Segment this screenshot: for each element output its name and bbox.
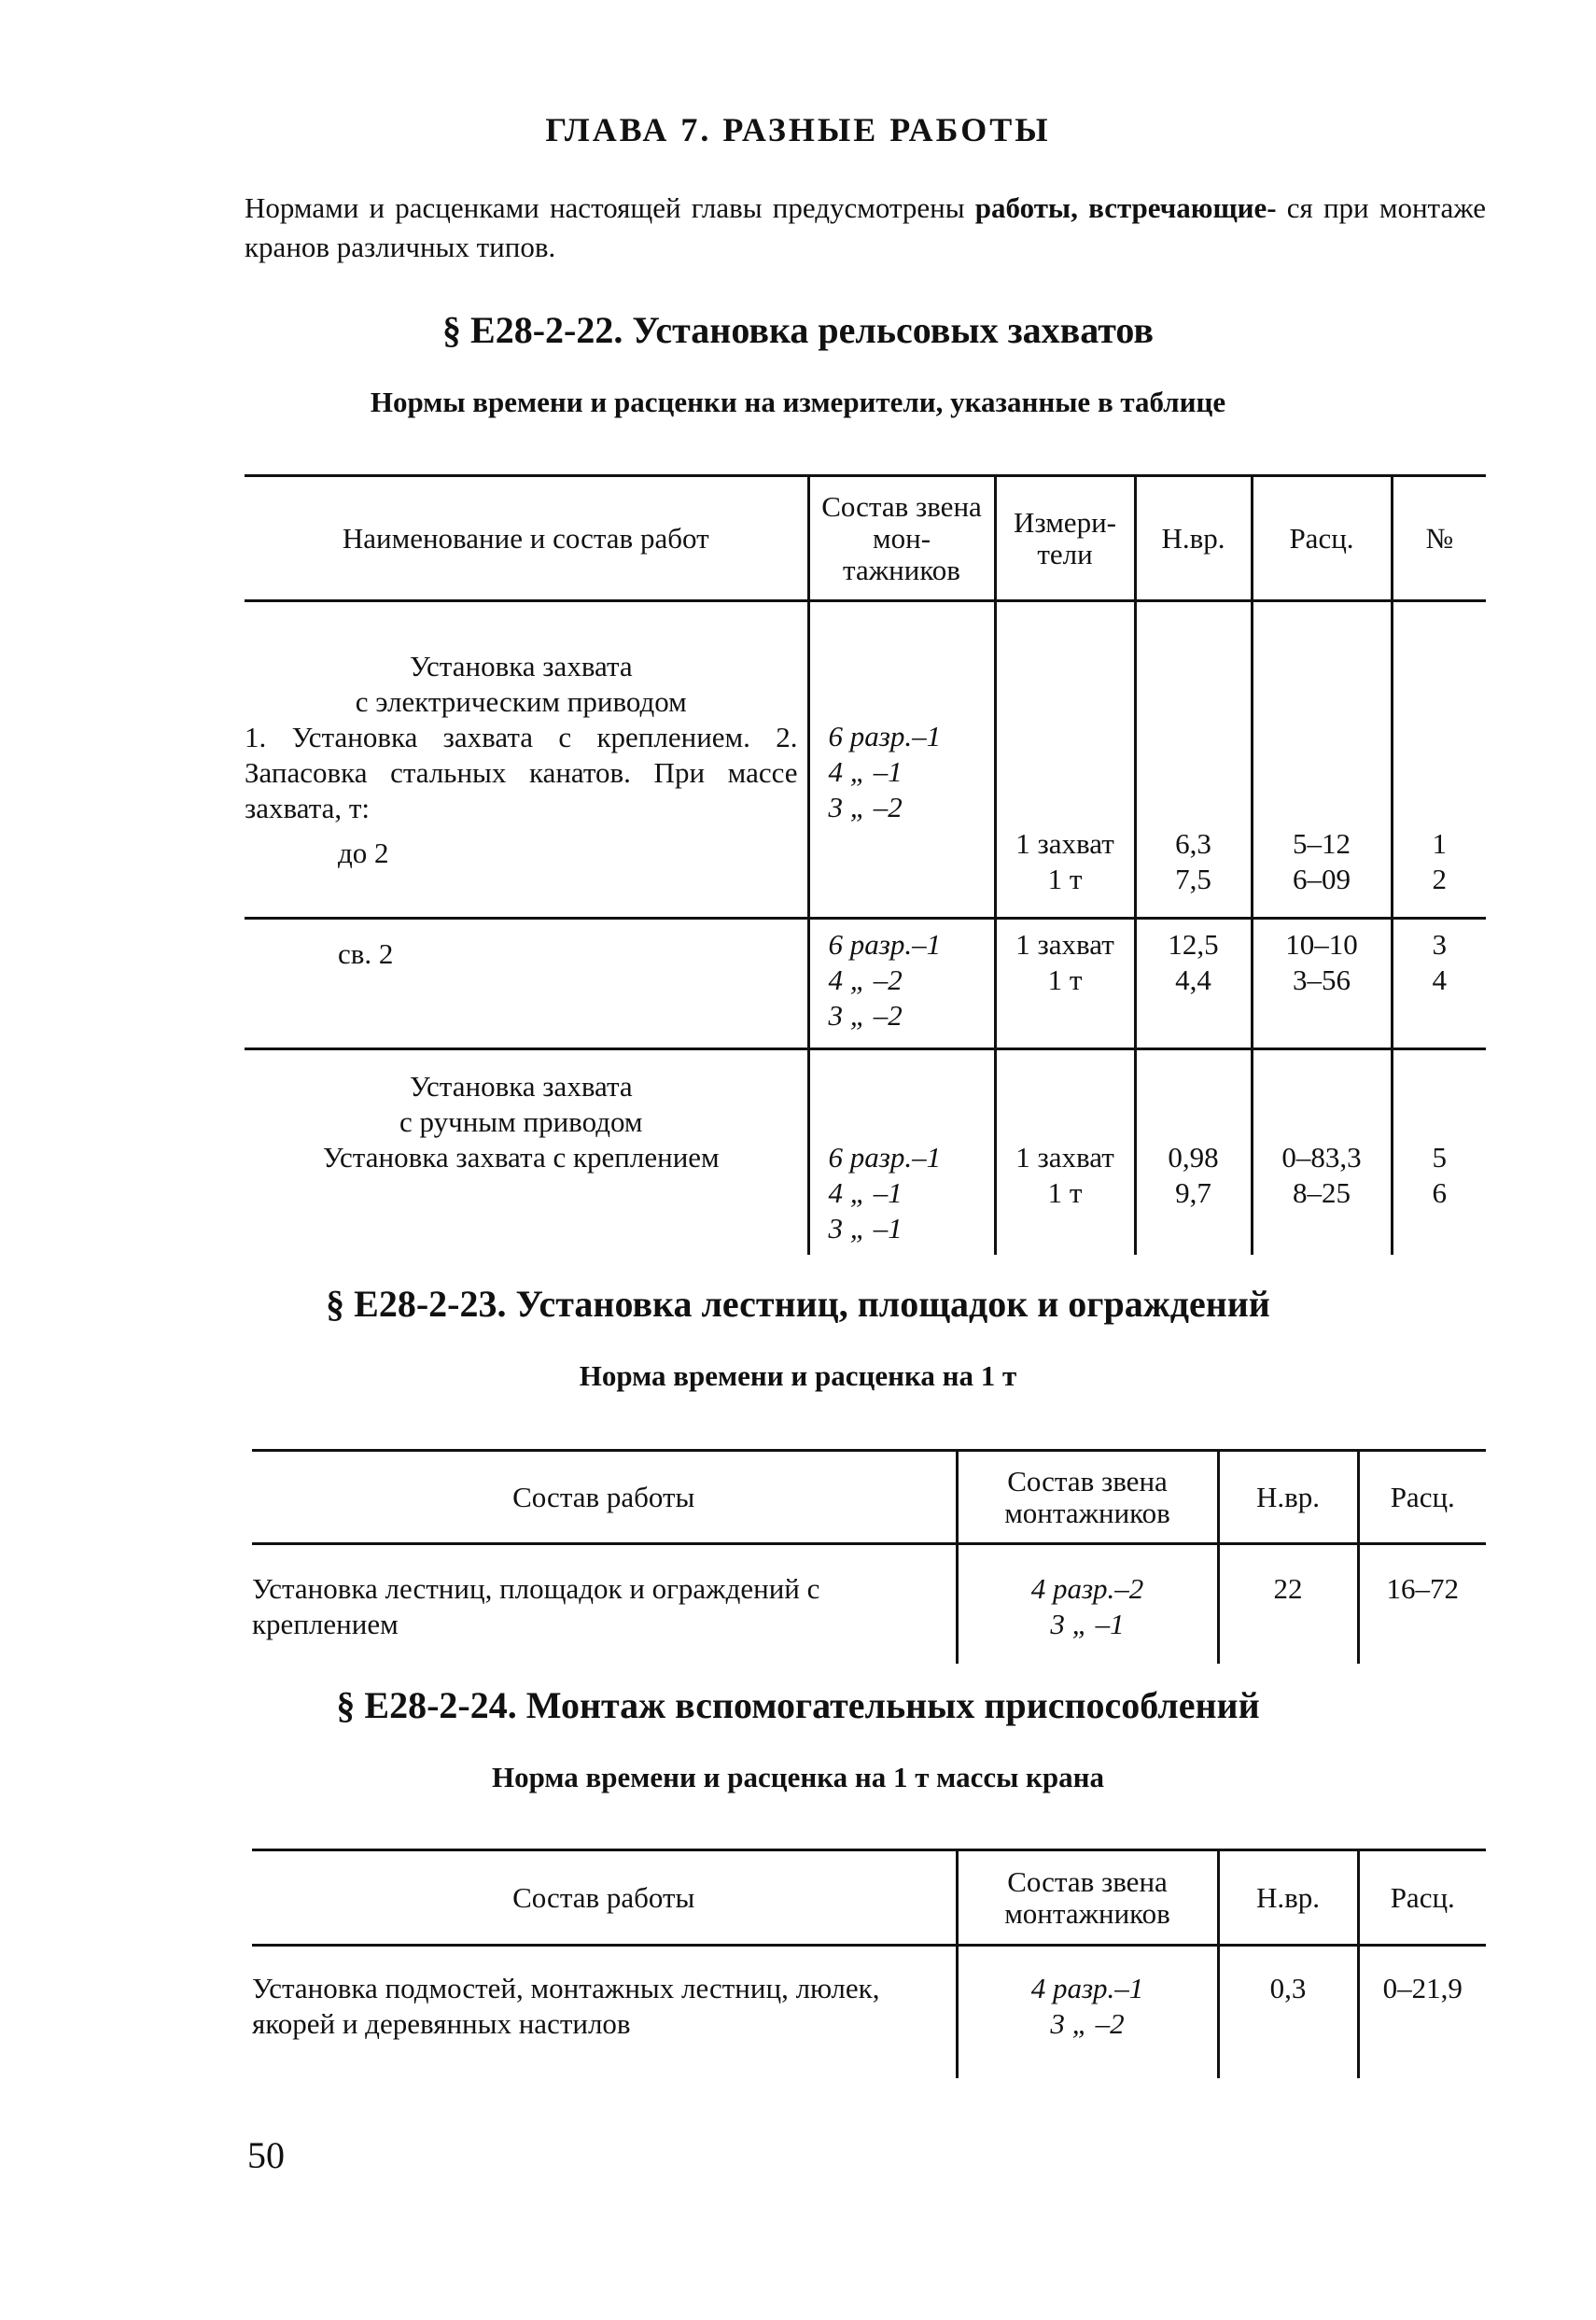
- row-number: 5: [1432, 1141, 1447, 1174]
- group1-row2-rate: [1252, 919, 1392, 1049]
- group1-name-cell: [245, 601, 808, 919]
- rate-value: 0–83,3: [1281, 1141, 1362, 1174]
- section-23-norm-caption: Норма времени и расценка на 1 т: [579, 1359, 1017, 1392]
- intro-text-end: ся при монтаже кранов различных типов.: [245, 191, 1486, 263]
- meter-line: 1 захват: [1015, 827, 1114, 860]
- group2-num: [1392, 1049, 1486, 1255]
- table-row: [245, 601, 1486, 919]
- section-22-title: § Е28-2-22. Установка рельсовых захватов: [442, 309, 1154, 351]
- crew-line: 3 „ –2: [1050, 2007, 1125, 2040]
- header-work: Состав работы: [512, 1480, 695, 1513]
- table-row: [252, 1946, 1486, 2078]
- intro-text-start: Нормами и расценками настоящей главы предусмотрены: [245, 191, 975, 224]
- header-crew: Состав звена монтажников: [957, 1451, 1218, 1544]
- group2-nvr: [1135, 1049, 1252, 1255]
- rate-value: 5–12: [1293, 827, 1351, 860]
- section-23-title: § Е28-2-23. Установка лестниц, площадок и ограждений: [326, 1283, 1270, 1325]
- crew-line: 4 „ –2: [828, 963, 903, 996]
- group2-desc: Установка захвата с креплением: [322, 1141, 720, 1174]
- table-row: [245, 1049, 1486, 1255]
- nvr-value: 12,5: [1168, 928, 1219, 961]
- table-row: [252, 1544, 1486, 1664]
- crew-line: 4 „ –1: [828, 755, 903, 788]
- crew-line: 3 „ –2: [828, 791, 903, 823]
- crew-line: 3 „ –1: [828, 1212, 903, 1244]
- nvr-value: 9,7: [1175, 1176, 1211, 1209]
- section-24-table: [252, 1849, 1486, 2078]
- group1-row1-crew: [808, 601, 995, 919]
- rate-value: 10–10: [1285, 928, 1358, 961]
- meter-line: 1 захват: [1015, 928, 1114, 961]
- section-23-table: [252, 1449, 1486, 1664]
- header-nvr: Н.вр.: [1218, 1850, 1358, 1946]
- s23-work: Установка лестниц, площадок и ограждений с креплением: [252, 1572, 820, 1640]
- header-crew: Состав звена мон-тажников: [808, 476, 995, 601]
- rate-value: 6–09: [1293, 863, 1351, 895]
- group2-rate: [1252, 1049, 1392, 1255]
- header-rate: Расц.: [1358, 1451, 1486, 1544]
- chapter-title: ГЛАВА 7. РАЗНЫЕ РАБОТЫ: [545, 111, 1051, 148]
- rate-value: 8–25: [1293, 1176, 1351, 1209]
- meter-line: 1 т: [1047, 1176, 1083, 1209]
- section-24-title: § Е28-2-24. Монтаж вспомогательных приспособлений: [336, 1684, 1260, 1726]
- section-22-norm-caption: Нормы времени и расценки на измерители, указанные в таблице: [370, 386, 1226, 418]
- s24-rate: 0–21,9: [1358, 1946, 1486, 2078]
- crew-line: 4 разр.–2: [1030, 1572, 1144, 1605]
- s23-nvr: 22: [1218, 1544, 1358, 1664]
- meter-line: 1 захват: [1015, 1141, 1114, 1174]
- group1-row2-meter: [995, 919, 1135, 1049]
- header-num: №: [1392, 476, 1486, 601]
- crew-line: 3 „ –2: [828, 999, 903, 1032]
- group1-row2-nvr: [1135, 919, 1252, 1049]
- nvr-value: 6,3: [1175, 827, 1211, 860]
- header-rate: Расц.: [1252, 476, 1392, 601]
- row-number: 3: [1432, 928, 1447, 961]
- group1-desc: 1. Установка захвата с креплением. 2. Запасовка стальных канатов. При массе захвата, т:: [245, 721, 798, 824]
- crew-line: 4 „ –1: [828, 1176, 903, 1209]
- s24-work: Установка подмостей, монтажных лестниц, люлек, якорей и деревянных настилов: [252, 1972, 880, 2040]
- row-number: 6: [1432, 1176, 1447, 1209]
- row-number: 1: [1432, 827, 1447, 860]
- nvr-value: 0,98: [1168, 1141, 1219, 1174]
- header-nvr: Н.вр.: [1135, 476, 1252, 601]
- header-meter: Измери-тели: [995, 476, 1135, 601]
- group1-row1-meter: [995, 601, 1135, 919]
- crew-line: 6 разр.–1: [828, 720, 942, 752]
- intro-text-bold: работы, встречающие-: [974, 191, 1277, 224]
- group2-title2: с ручным приводом: [399, 1105, 643, 1138]
- group1-row2-label: св. 2: [338, 937, 394, 970]
- group2-name-cell: [245, 1049, 808, 1255]
- meter-line: 1 т: [1047, 963, 1083, 996]
- crew-line: 4 разр.–1: [1030, 1972, 1144, 2004]
- group2-crew: [808, 1049, 995, 1255]
- crew-line: 6 разр.–1: [828, 1141, 942, 1174]
- group2-title1: Установка захвата: [409, 1070, 633, 1103]
- group1-row1-nvr: [1135, 601, 1252, 919]
- table-row: [245, 919, 1486, 1049]
- meter-line: 1 т: [1047, 863, 1083, 895]
- s23-crew: [957, 1544, 1218, 1664]
- group2-meter: [995, 1049, 1135, 1255]
- rate-value: 3–56: [1293, 963, 1351, 996]
- crew-line: 6 разр.–1: [828, 928, 942, 961]
- section-24-norm-caption: Норма времени и расценка на 1 т массы крана: [491, 1761, 1105, 1793]
- header-crew: Состав звена монтажников: [957, 1850, 1218, 1946]
- crew-line: 3 „ –1: [1050, 1608, 1125, 1640]
- page-number: 50: [247, 2134, 285, 2176]
- header-rate: Расц.: [1358, 1850, 1486, 1946]
- nvr-value: 4,4: [1175, 963, 1211, 996]
- section-22-table: [245, 474, 1486, 1255]
- group1-row2-crew: [808, 919, 995, 1049]
- row-number: 2: [1432, 863, 1447, 895]
- header-name: Наименование и состав работ: [342, 521, 709, 555]
- s24-nvr: 0,3: [1218, 1946, 1358, 2078]
- group1-row1-label: до 2: [338, 837, 389, 869]
- s23-rate: 16–72: [1358, 1544, 1486, 1664]
- row-number: 4: [1432, 963, 1447, 996]
- intro-paragraph: [245, 189, 1486, 267]
- s24-crew: [957, 1946, 1218, 2078]
- group1-row2-num: [1392, 919, 1486, 1049]
- group1-row1-rate: [1252, 601, 1392, 919]
- group1-title1: Установка захвата: [409, 650, 633, 682]
- group1-title2: с электрическим приводом: [355, 685, 687, 718]
- group1-row1-num: [1392, 601, 1486, 919]
- header-work: Состав работы: [512, 1880, 695, 1914]
- header-nvr: Н.вр.: [1218, 1451, 1358, 1544]
- nvr-value: 7,5: [1175, 863, 1211, 895]
